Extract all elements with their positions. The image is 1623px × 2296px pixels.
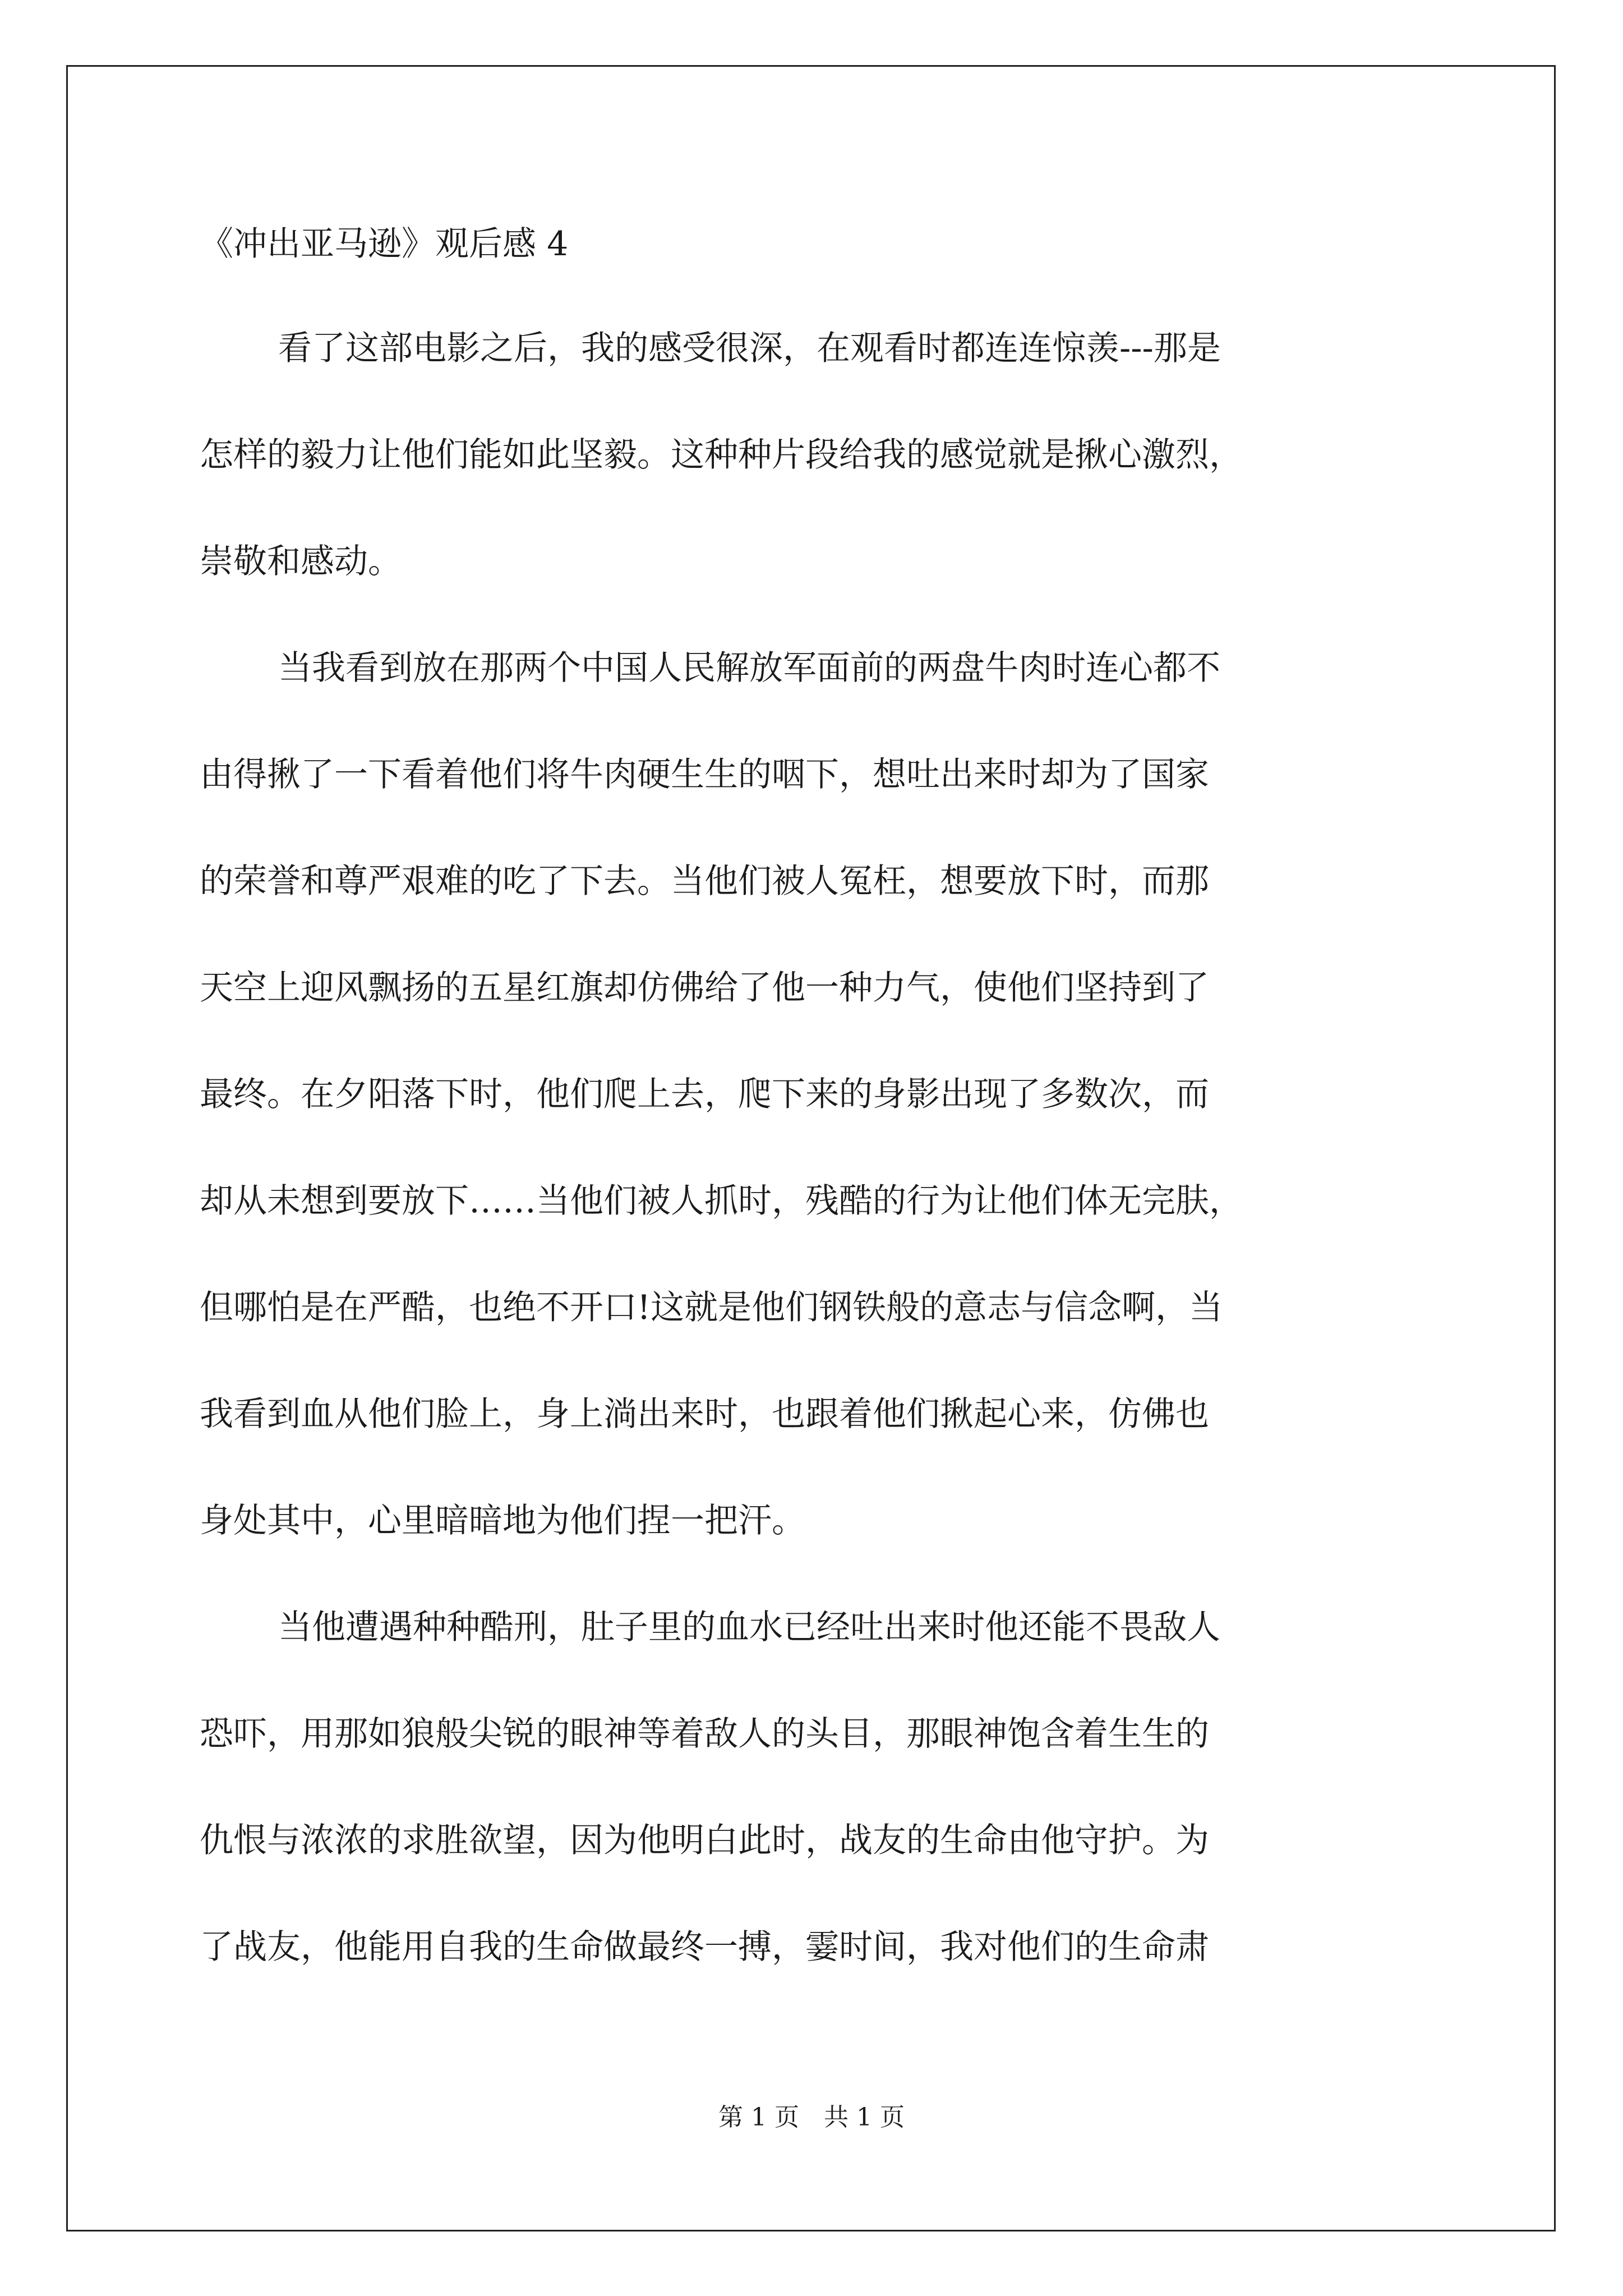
text-line: 由得揪了一下看着他们将牛肉硬生生的咽下，想吐出来时却为了国家 <box>200 755 1209 794</box>
document-body <box>200 222 1433 2000</box>
paragraph-3 <box>200 1574 1433 2000</box>
text-line: 但哪怕是在严酷，也绝不开口!这就是他们钢铁般的意志与信念啊，当 <box>200 1288 1223 1327</box>
text-line: 最终。在夕阳落下时，他们爬上去，爬下来的身影出现了多数次，而 <box>200 1075 1209 1114</box>
text-line: 当他遭遇种种酷刑，肚子里的血水已经吐出来时他还能不畏敌人 <box>278 1608 1220 1647</box>
text-line: 我看到血从他们脸上，身上淌出来时，也跟着他们揪起心来，仿佛也 <box>200 1395 1209 1434</box>
text-line: 恐吓，用那如狼般尖锐的眼神等着敌人的头目，那眼神饱含着生生的 <box>200 1714 1209 1754</box>
page-total: 共 1 页 <box>824 2103 905 2132</box>
text-line: 了战友，他能用自我的生命做最终一搏，霎时间，我对他们的生命肃 <box>200 1927 1209 1967</box>
paragraph-1 <box>200 295 1433 615</box>
document-title: 《冲出亚马逊》观后感 4 <box>200 224 569 264</box>
page-number: 第 1 页 <box>718 2103 799 2132</box>
text-line: 崇敬和感动。 <box>200 542 402 581</box>
text-line: 当我看到放在那两个中国人民解放军面前的两盘牛肉时连心都不 <box>278 648 1220 688</box>
text-line: 身处其中，心里暗暗地为他们捏一把汗。 <box>200 1501 805 1540</box>
page-footer <box>0 2101 1623 2134</box>
text-line: 怎样的毅力让他们能如此坚毅。这种种片段给我的感觉就是揪心激烈， <box>200 435 1243 475</box>
text-line: 仇恨与浓浓的求胜欲望，因为他明白此时，战友的生命由他守护。为 <box>200 1821 1209 1860</box>
paragraph-2 <box>200 615 1433 1574</box>
text-line: 的荣誉和尊严艰难的吃了下去。当他们被人冤枉，想要放下时，而那 <box>200 862 1209 901</box>
text-line: 天空上迎风飘扬的五星红旗却仿佛给了他一种力气，使他们坚持到了 <box>200 968 1209 1007</box>
text-line: 看了这部电影之后，我的感受很深，在观看时都连连惊羡---那是 <box>278 329 1221 368</box>
text-line: 却从未想到要放下……当他们被人抓时，残酷的行为让他们体无完肤， <box>200 1181 1243 1221</box>
